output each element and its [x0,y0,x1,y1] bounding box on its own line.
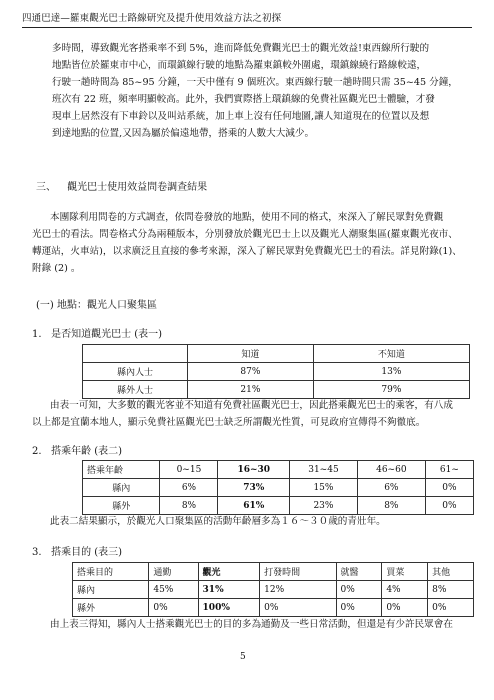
table-row [83,363,470,381]
table1-title: 1. 是否知道觀光巴士 (表一) [32,329,163,340]
intro-paragraph [52,40,472,142]
table-cell: 0% [428,599,474,617]
table-cell: 0% [425,497,473,515]
table-header-cell: 知道 [188,345,314,363]
table-cell: 縣外人士 [83,381,188,399]
table-cell: 縣內 [83,479,160,497]
table-cell: 79% [313,381,469,399]
intro-line: 現車上居然沒有下車鈴以及叫站系統，加上車上沒有任何地圖,讓人知道現在的位置以及想 [52,111,430,122]
table-header-cell: 買菜 [382,563,428,581]
table-header-cell: 31~45 [290,461,358,479]
header-rule [22,27,472,28]
table-header-row [83,461,474,479]
table-header-cell: 打發時間 [260,563,336,581]
table-cell: 縣外 [73,599,149,617]
section-heading [36,178,207,193]
table-header-cell: 46~60 [357,461,425,479]
table-cell: 21% [188,381,314,399]
table3-analysis: 由上表三得知，縣內人士搭乘觀光巴士的目的多為通勤及一些日常活動，但還是有少許民眾會在 [50,619,453,630]
method-line: 光巴士的看法。問卷格式分為兩種版本，分別發放於觀光巴士上以及觀光人潮聚集區(羅東觀光夜市、 [32,229,458,240]
table-cell: 縣外 [83,497,160,515]
table-header-row [83,345,470,363]
analysis-line: 由表一可知，大多數的觀光客並不知道有免費社區觀光巴士，因此搭乘觀光巴士的乘客，有八成 [50,400,453,411]
intro-line: 班次有 22 班，頻率明顯較高。此外，我們實際搭上環鎮線的免費社區觀光巴士體驗，才發 [52,94,435,105]
table-cell: 0% [425,479,473,497]
table2 [82,460,474,515]
table-cell: 縣內 [73,581,149,599]
table-row [73,599,474,617]
table3-title: 3. 搭乘目的 (表三) [32,547,123,558]
table-header-cell: 就醫 [336,563,382,581]
section-title: 觀光巴士使用效益問卷調查結果 [67,182,208,193]
method-paragraph [32,209,472,277]
table-header-cell [83,345,188,363]
table-header-cell: 不知道 [313,345,469,363]
method-line: 本團隊利用問卷的方式調查，依問卷發放的地點，使用不同的格式，來深入了解民眾對免費觀 [50,212,444,223]
table-cell: 0% [382,599,428,617]
table-header-cell: 通勤 [149,563,198,581]
table-cell: 8% [160,497,218,515]
table-cell: 15% [290,479,358,497]
table-header-row [73,563,474,581]
table-cell: 31% [198,581,260,599]
subsection-heading: (一) 地點：觀光人口聚集區 [36,300,157,311]
table-cell: 13% [313,363,469,381]
table-header-cell: 搭乘年齡 [83,461,160,479]
table-cell: 0% [336,599,382,617]
table-row [83,479,474,497]
table-cell: 87% [188,363,314,381]
analysis-line: 以上都是宜蘭本地人，顯示免費社區觀光巴士缺乏所謂觀光性質，可見政府宣傳得不夠徹底。 [32,417,426,428]
table-header-cell: 搭乘目的 [73,563,149,581]
table-cell: 45% [149,581,198,599]
table-header-cell: 其他 [428,563,474,581]
table1 [82,344,470,399]
table-cell: 12% [260,581,336,599]
table-row [83,381,470,399]
table-cell: 0% [260,599,336,617]
table-cell: 23% [290,497,358,515]
intro-line: 行駛一趟時間為 85~95 分鐘，一天中僅有 9 個班次。東西線行駛一趟時間只需 35~45 分鐘， [52,77,458,88]
table1-analysis [32,397,472,431]
table-cell: 縣內人士 [83,363,188,381]
table-cell: 100% [198,599,260,617]
table-cell: 6% [160,479,218,497]
table-cell: 8% [357,497,425,515]
method-line: 附錄 (2) 。 [32,263,81,274]
table-header-cell: 0~15 [160,461,218,479]
table-row [73,581,474,599]
table-row [83,497,474,515]
table2-title: 2. 搭乘年齡 (表二) [32,446,123,457]
table-cell: 8% [428,581,474,599]
table-cell: 73% [218,479,290,497]
table-cell: 0% [336,581,382,599]
table3 [72,562,474,617]
table2-analysis: 此表二結果顯示，於觀光人口聚集區的活動年齡層多為１６～３０歲的青壯年。 [50,516,386,527]
table-cell: 61% [218,497,290,515]
table-cell: 4% [382,581,428,599]
method-line: 轉運站，火車站)，以求廣泛且直接的參考來源，深入了解民眾對免費觀光巴士的看法。詳見附錄(1)、 [32,246,462,257]
intro-line: 多時間，導致觀光客搭乘率不到 5%，進而降低免費觀光巴士的觀光效益!東西線所行駛的 [52,43,430,54]
table-header-cell: 16~30 [218,461,290,479]
table-header-cell: 61~ [425,461,473,479]
page-number: 5 [240,652,246,662]
section-number: 三、 [36,182,56,193]
running-header: 四通巴達—羅東觀光巴士路線研究及提升使用效益方法之初探 [22,13,282,24]
table-cell: 0% [149,599,198,617]
table-cell: 6% [357,479,425,497]
intro-line: 到達地點的位置,又因為屬於偏遠地帶，搭乘的人數大大減少。 [52,128,315,139]
table-header-cell: 觀光 [198,563,260,581]
intro-line: 地點皆位於羅東市中心，而環鎮線行駛的地點為羅東鎮較外圍處，環鎮線繞行路線較遠， [52,60,427,71]
